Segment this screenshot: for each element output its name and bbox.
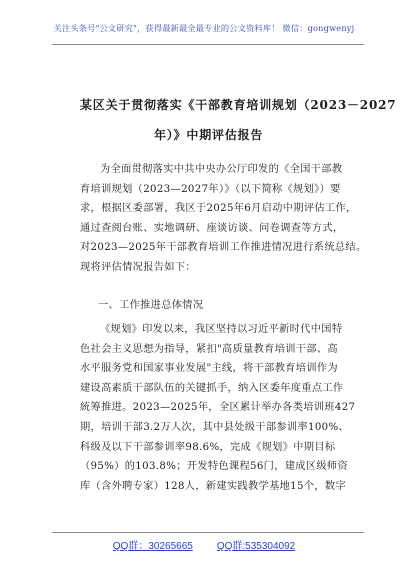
paragraph-line: 对2023—2025年干部教育培训工作推进情况进行系统总结。 <box>80 242 367 254</box>
document-title-line-1: 某区关于贯彻落实《干部教育培训规划（2023－2027 <box>80 98 397 112</box>
paragraph-line: 育培训规划（2023—2027年）》（以下简称《规划》）要 <box>80 183 341 195</box>
intro-paragraph <box>80 160 367 278</box>
paragraph-line: 水平服务党和国家事业发展"主线，将干部教育培训作为 <box>80 363 338 375</box>
paragraph-line: 求，根据区委部署，我区于2025年6月启动中期评估工作， <box>80 203 357 215</box>
document-title-line-2: 年）》中期评估报告 <box>154 128 264 142</box>
paragraph-line: 库（含外聘专家）128人，新建实践教学基地15个，数字 <box>80 480 346 492</box>
paragraph-line: 統筹推进。2023—2025年，全区累计举办各类培训班427 <box>80 402 356 414</box>
paragraph-line: 为全面贯彻落实中共中央办公厅印发的《全国干部教 <box>100 164 343 175</box>
header-divider <box>52 44 364 45</box>
footer-divider <box>52 532 364 533</box>
paragraph-line: 《规划》印发以来，我区坚持以习近平新时代中国特 <box>100 324 343 335</box>
qq-group-1: QQ群：30265665 <box>112 541 193 552</box>
qq-group-2: QQ群:535304092 <box>216 541 296 552</box>
section-heading: 一、工作推进总体情况 <box>98 300 204 311</box>
footer <box>0 537 408 552</box>
paragraph-line: 建设高素质干部队伍的关键抓手，纳入区委年度重点工作 <box>80 382 344 394</box>
paragraph-line: 色社会主义思想为指导，紧扣"高质量教育培训干部、高 <box>80 343 338 355</box>
paragraph-line: 期，培训干部3.2万人次，其中县处级干部参训率100%、 <box>80 421 350 433</box>
paragraph-line: 通过查阅台账、实地调研、座谈访谈、问卷调查等方式， <box>80 222 344 234</box>
header-note: 关注头条号"公文研究"，获得最新最全最专业的公文资料库！ 微信：gongwenyj <box>53 23 355 33</box>
paragraph-line: 现将评估情况报告如下： <box>80 261 196 273</box>
paragraph-line: （95%）的103.8%；开发特色课程56门，建成区级师资 <box>80 461 348 473</box>
progress-paragraph <box>80 320 356 496</box>
paragraph-line: 科级及以下干部参训率98.6%，完成《规划》中期目标 <box>80 441 336 453</box>
